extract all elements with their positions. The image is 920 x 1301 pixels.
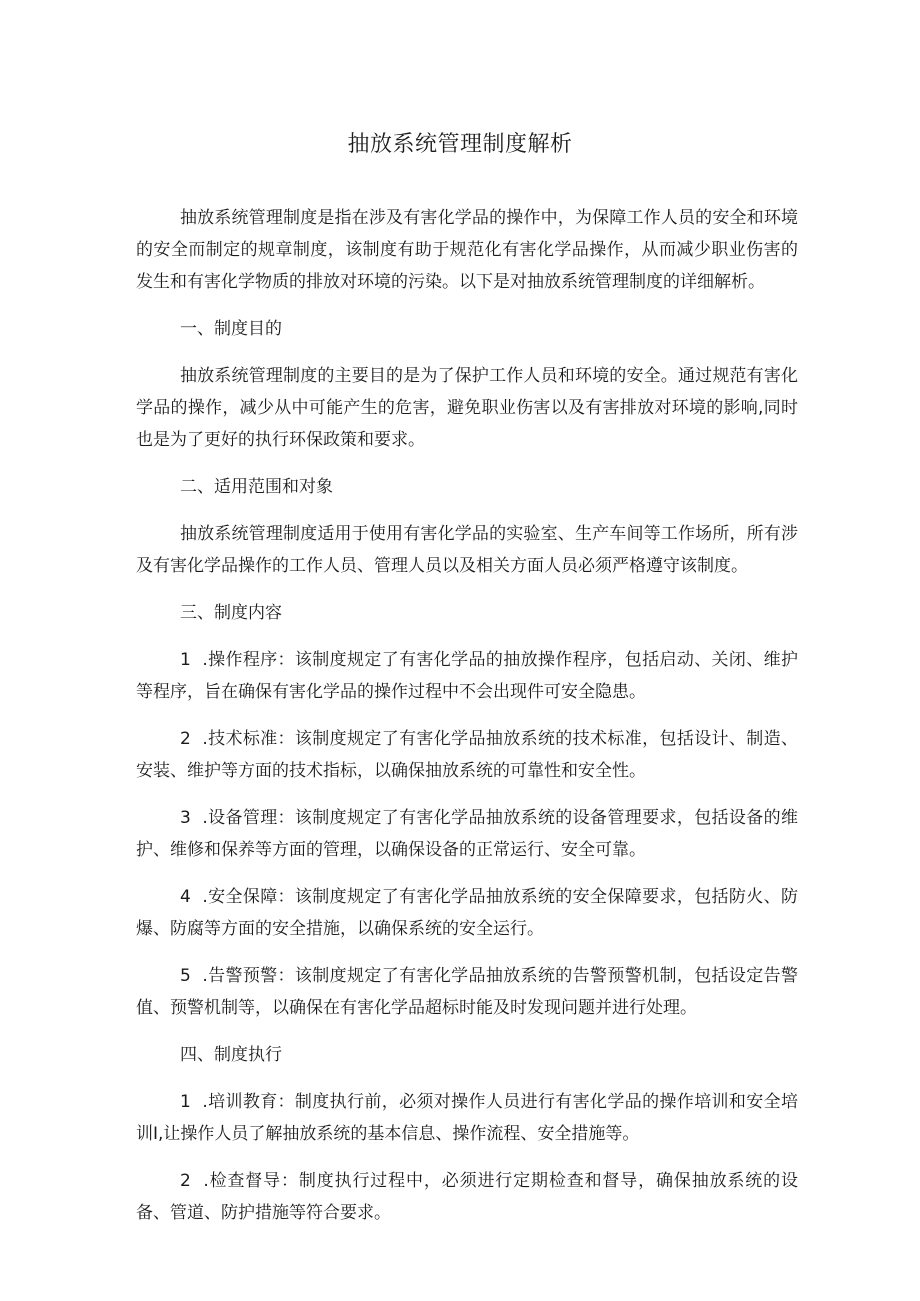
document-title: 抽放系统管理制度解析 bbox=[347, 132, 573, 157]
section-paragraph: 抽放系统管理制度的主要目的是为了保护工作人员和环境的安全。通过规范有害化学品的操作，减少从中可能产生的危害，避免职业伤害以及有害排放对环境的影响,同时也是为了更好的执行环保政策和要求。 bbox=[136, 366, 798, 450]
list-item: 5 .告警预警：该制度规定了有害化学品抽放系统的告警预警机制，包括设定告警值、预警机制等，以确保在有害化学品超标时能及时发现问题并进行处理。 bbox=[136, 966, 798, 1018]
list-item: 1 .培训教育：制度执行前，必须对操作人员进行有害化学品的操作培训和安全培训I,让操作人员了解抽放系统的基本信息、操作流程、安全措施等。 bbox=[136, 1092, 798, 1144]
section-scope bbox=[136, 471, 798, 582]
section-content bbox=[136, 597, 798, 1024]
section-paragraph: 抽放系统管理制度适用于使用有害化学品的实验室、生产车间等工作场所，所有涉及有害化学品操作的工作人员、管理人员以及相关方面人员必须严格遵守该制度。 bbox=[136, 524, 798, 576]
section-heading: 二、适用范围和对象 bbox=[180, 477, 333, 497]
list-item: 2 .检查督导：制度执行过程中，必须进行定期检查和督导，确保抽放系统的设备、管道、防护措施等符合要求。 bbox=[136, 1171, 798, 1223]
list-item: 3 .设备管理：该制度规定了有害化学品抽放系统的设备管理要求，包括设备的维护、维修和保养等方面的管理，以确保设备的正常运行、安全可靠。 bbox=[136, 808, 798, 860]
section-execution bbox=[136, 1039, 798, 1229]
list-item: 1 .操作程序：该制度规定了有害化学品的抽放操作程序，包括启动、关闭、维护等程序，旨在确保有害化学品的操作过程中不会出现件可安全隐患。 bbox=[136, 650, 798, 702]
document-body bbox=[136, 202, 798, 1244]
section-heading: 三、制度内容 bbox=[180, 603, 282, 623]
list-item: 2 .技术标准：该制度规定了有害化学品抽放系统的技术标准，包括设计、制造、安装、维护等方面的技术指标，以确保抽放系统的可靠性和安全性。 bbox=[136, 729, 798, 781]
section-heading: 四、制度执行 bbox=[180, 1045, 282, 1065]
list-item: 4 .安全保障：该制度规定了有害化学品抽放系统的安全保障要求，包括防火、防爆、防腐等方面的安全措施，以确保系统的安全运行。 bbox=[136, 887, 798, 939]
intro-paragraph: 抽放系统管理制度是指在涉及有害化学品的操作中，为保障工作人员的安全和环境的安全而制定的规章制度，该制度有助于规范化有害化学品操作，从而减少职业伤害的发生和有害化学物质的排放对环境的污染。以下是对抽放系统管理制度的详细解析。 bbox=[136, 208, 798, 292]
section-heading: 一、制度目的 bbox=[180, 319, 282, 339]
section-purpose bbox=[136, 313, 798, 456]
